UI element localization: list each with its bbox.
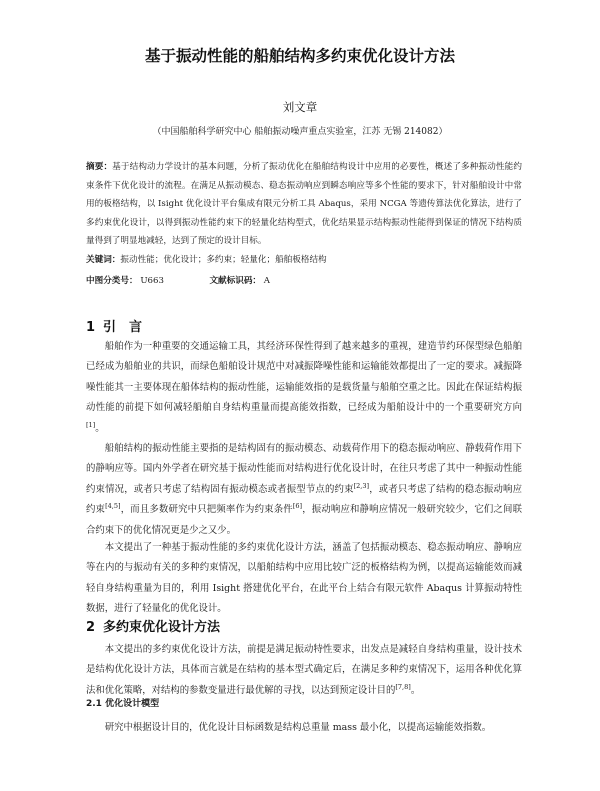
paragraph-text: 船舶作为一种重要的交通运输工具，其经济环保性得到了越来越多的重视，建造节约环保型绿色船舶已经成为船舶业的共识，而绿色船舶设计规范中对减振降噪性能和运输能效都提出了一定的要求。减振降噪性能其一主要体现在船体结构的振动性能，运输能效指的是载货量与船舶空重之比。因此在保证结构振动性能的前提下如何减轻船舶自身结构重量而提高能效指数，已经成为船舶设计中的一个重要研究方向 [86, 341, 522, 414]
citation: [4,5] [105, 502, 121, 511]
method-paragraph-1 [86, 640, 522, 701]
section-title: 引 言 [103, 320, 143, 335]
paragraph-tail: 。 [410, 684, 421, 696]
paragraph-text: 研究中根据设计目的，优化设计目标函数是结构总重量 mass 最小化，以提高运输能效指数。 [104, 722, 492, 733]
keywords-label: 关键词： [86, 255, 121, 265]
keywords-text: 振动性能；优化设计；多约束；轻量化；船舶板格结构 [120, 255, 327, 265]
subsection-heading-model [86, 696, 159, 709]
citation: [2,3] [353, 481, 370, 490]
intro-paragraph-1 [86, 337, 522, 439]
author-affiliation: （中国船舶科学研究中心 船舶振动噪声重点实验室，江苏 无锡 214082） [152, 127, 448, 137]
keywords-line [86, 251, 522, 269]
subsection-number: 2.1 [86, 699, 102, 709]
abstract-block [86, 158, 522, 251]
subsection-title: 优化设计模型 [105, 699, 160, 709]
citation: [7,8] [395, 682, 411, 691]
paragraph-text: 本文提出的多约束优化设计方法，前提是满足振动特性要求，出发点是减轻自身结构重量，设计技术是结构优化设计方法，具体而言就是在结构的基本型式确定后，在满足多种约束情况下，运用各种优化算法和优化策略，对结构的参数变量进行最优解的寻找，以达到预定设计目的 [86, 644, 522, 696]
paragraph-text: ，而且多数研究中只把频率作为约束条件 [120, 504, 293, 516]
section-number: 1 [86, 320, 96, 335]
abstract-text: 基于结构动力学设计的基本问题，分析了振动优化在船舶结构设计中应用的必要性，概述了多种振动性能约束条件下优化设计的流程。在满足从振动模态、稳态振动响应到瞬态响应等多个性能的要求下，针对船舶设计中常用的板格结构，以 Isight 优化设计平台集成有限元分析工具 Abaqus，采用 NCGA 等遗传算法优化算法，进行了多约束优化设计，以得到振动性能约束下的轻量化结构型式，优化结果显示结构振动性能得到保证的情况下结构质量得到了明显地减轻，达到了预定的设计目标。 [86, 162, 522, 247]
doc-code-value: A [263, 276, 270, 286]
section-number: 2 [86, 620, 96, 635]
clc-value: U663 [140, 276, 164, 286]
author-name: 刘文章 [282, 100, 318, 114]
clc-label: 中图分类号： [86, 276, 138, 286]
intro-paragraph-3 [86, 538, 522, 620]
section-heading-method [86, 616, 220, 635]
abstract-label: 摘要： [86, 162, 113, 172]
paragraph-tail: 。 [95, 422, 105, 434]
model-paragraph-1 [86, 718, 522, 738]
paragraph-tail: ，振动响应和静响应情况一般研究较少，它们之间联合约束下的优化情况更是少之又少。 [86, 504, 522, 536]
section-title: 多约束优化设计方法 [103, 620, 221, 635]
intro-paragraph-2 [86, 439, 522, 541]
doc-code-label: 文献标识码： [209, 276, 262, 286]
citation: [6] [292, 502, 303, 511]
paper-title: 基于振动性能的船舶结构多约束优化设计方法 [144, 47, 455, 65]
paragraph-text: 本文提出了一种基于振动性能的多约束优化设计方法，涵盖了包括振动模态、稳态振动响应、静响应等在内的与振动有关的多种约束情况，以船舶结构中应用比较广泛的板格结构为例，以提高运输能效而减轻自身结构重量为目的，利用 Isight 搭建优化平台，在此平台上结合有限元软件 Abaqus 计算振动特性数据，进行了轻量化的优化设计。 [86, 542, 522, 615]
citation: [1] [86, 420, 96, 429]
paragraph-text: 船舶结构的振动性能主要指的是结构固有的振动模态、动载荷作用下的稳态振动响应、静载荷作用下的静响应等。国内外学者在研究基于振动性能而对结构进行优化设计时，在往只考虑了其中一种振动性能约束情况，或者只考虑了结构固有振动模态或者振型节点的约束 [86, 443, 522, 495]
classification-line [86, 272, 522, 290]
paragraph-text: ，或者只考虑了结构的稳态振动响应约束 [86, 483, 522, 516]
section-heading-introduction [86, 316, 142, 335]
